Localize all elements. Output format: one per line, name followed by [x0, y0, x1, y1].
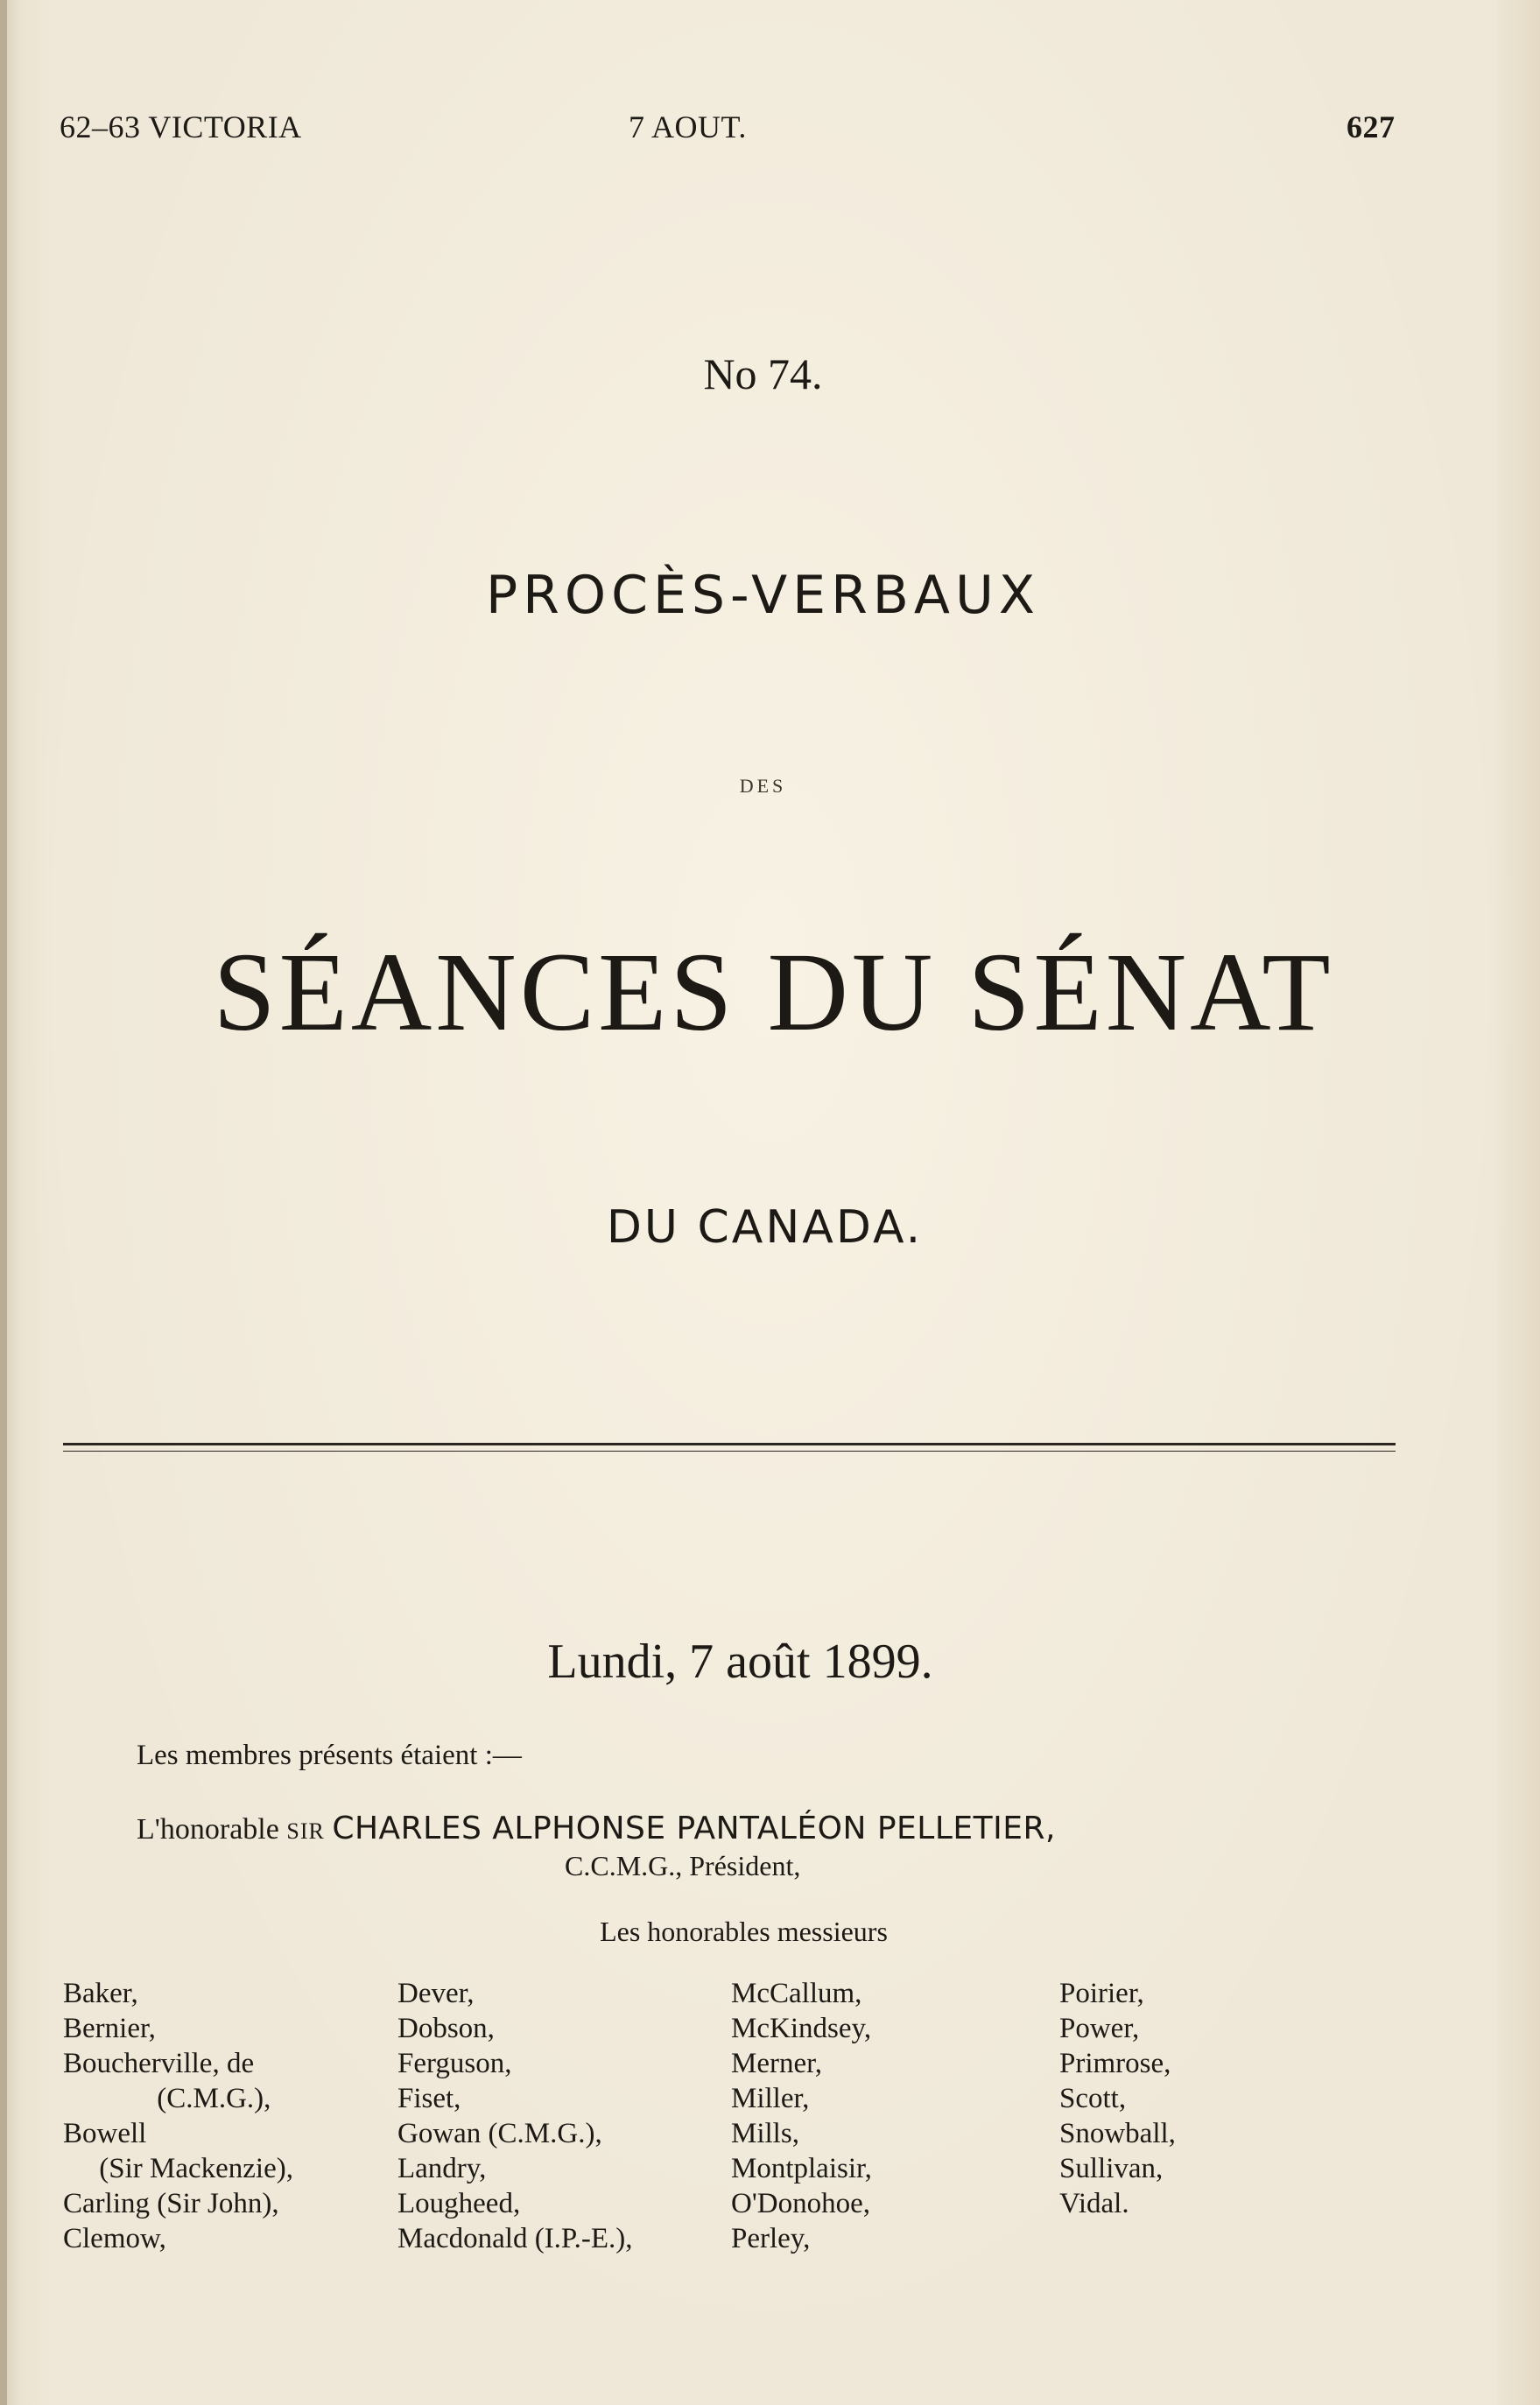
senator-name: Lougheed, — [397, 2188, 521, 2219]
senator-name: Snowball, — [1059, 2118, 1176, 2149]
header-date: 7 AOUT. — [629, 109, 747, 144]
senator-name: Primrose, — [1059, 2048, 1171, 2079]
senator-name: Baker, — [63, 1978, 138, 2009]
president-title: C.C.M.G., Président, — [565, 1850, 801, 1881]
president-sir: SIR — [286, 1818, 325, 1844]
senator-name: Dobson, — [397, 2013, 495, 2044]
divider-thick — [63, 1443, 1396, 1445]
senator-column-2 — [397, 1976, 633, 2256]
senator-name: O'Donohoe, — [731, 2188, 871, 2219]
title-du-canada: DU CANADA. — [606, 1201, 924, 1254]
title-seances-du-senat: SÉANCES DU SÉNAT — [213, 930, 1334, 1054]
president-line — [137, 1811, 1056, 1846]
senator-name: Mills, — [731, 2118, 799, 2149]
senator-name: Macdonald (I.P.-E.), — [397, 2223, 633, 2254]
senator-name: Perley, — [731, 2223, 811, 2254]
record-number: No 74. — [703, 349, 823, 398]
senator-name: Montplaisir, — [731, 2153, 872, 2184]
senator-name: McCallum, — [731, 1978, 862, 2009]
senator-name: Miller, — [731, 2083, 810, 2114]
senator-name: Dever, — [397, 1978, 475, 2009]
page-number: 627 — [1347, 109, 1396, 144]
members-intro: Les membres présents étaient :— — [137, 1740, 522, 1771]
senator-column-3 — [731, 1976, 872, 2256]
senator-name: Sullivan, — [1059, 2153, 1164, 2184]
senator-name: Landry, — [397, 2153, 487, 2184]
header-session: 62–63 VICTORIA — [60, 109, 302, 144]
president-name: CHARLES ALPHONSE PANTALÉON PELLETIER, — [332, 1811, 1056, 1846]
senator-name: Vidal. — [1059, 2188, 1129, 2219]
senator-name: Boucherville, de — [63, 2048, 255, 2079]
senator-name: Clemow, — [63, 2223, 166, 2254]
title-des: DES — [739, 775, 787, 797]
senator-name: Gowan (C.M.G.), — [397, 2118, 602, 2149]
senator-name: (C.M.G.), — [63, 2083, 271, 2114]
senator-name: Poirier, — [1059, 1978, 1144, 2009]
divider-thin — [63, 1451, 1396, 1452]
senator-name: Carling (Sir John), — [63, 2188, 279, 2219]
honorables-heading: Les honorables messieurs — [600, 1916, 888, 1947]
title-proces-verbaux: PROCÈS-VERBAUX — [486, 565, 1040, 626]
senator-column-4 — [1059, 1976, 1176, 2221]
senator-name: Power, — [1059, 2013, 1140, 2044]
senator-column-1 — [63, 1976, 293, 2256]
senator-name: (Sir Mackenzie), — [63, 2153, 293, 2184]
senator-name: Scott, — [1059, 2083, 1127, 2114]
senator-name: Bernier, — [63, 2013, 156, 2044]
senator-name: Bowell — [63, 2118, 147, 2149]
senator-name: Merner, — [731, 2048, 823, 2079]
president-prefix: L'honorable — [137, 1813, 279, 1846]
senator-name: Fiset, — [397, 2083, 461, 2114]
senator-name: Ferguson, — [397, 2048, 512, 2079]
senator-name: McKindsey, — [731, 2013, 872, 2044]
sitting-date: Lundi, 7 août 1899. — [547, 1635, 933, 1689]
